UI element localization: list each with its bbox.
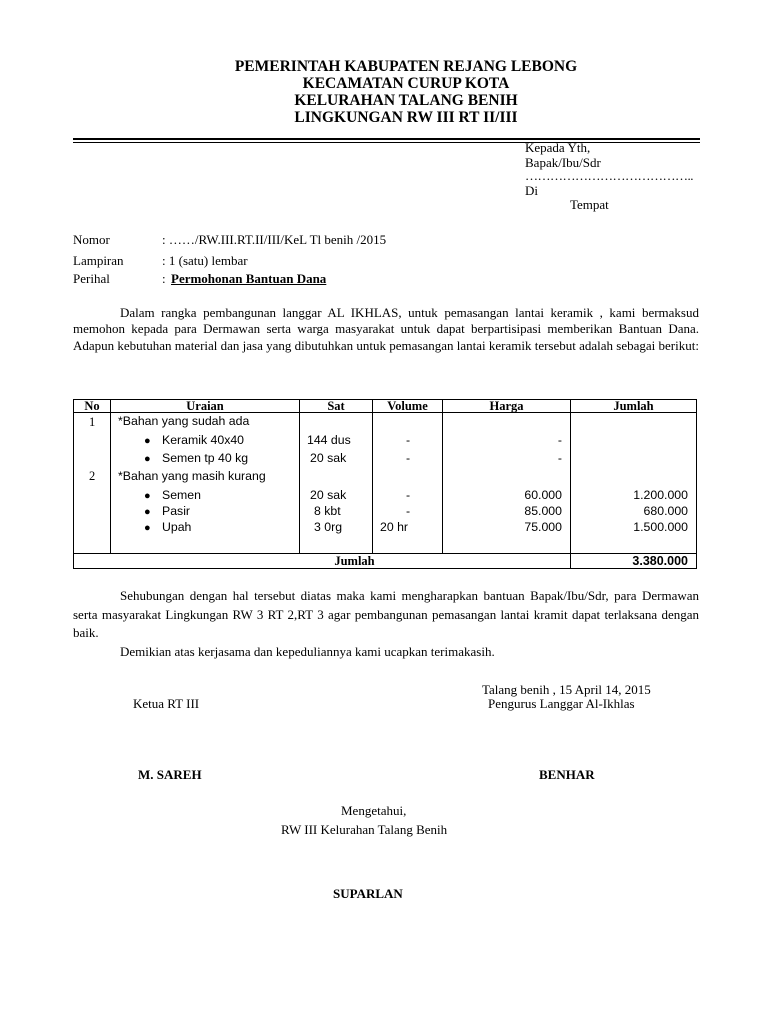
right-signer-name: BENHAR	[539, 767, 595, 782]
volume-value: 20 hr	[380, 520, 409, 534]
header-district: KECAMATAN CURUP KOTA	[302, 75, 510, 92]
col-jumlah	[571, 413, 697, 554]
volume-value: -	[406, 451, 411, 465]
header-divider-thin	[73, 142, 700, 143]
header-sat: Sat	[300, 400, 373, 413]
recipient-dots: …………………………………..	[525, 168, 693, 183]
bullet: ●	[144, 490, 151, 502]
header-village: KELURAHAN TALANG BENIH	[294, 92, 518, 109]
sat-value: 3 0rg	[314, 520, 343, 534]
group2-no: 2	[89, 469, 96, 483]
left-signer-name: M. SAREH	[138, 767, 202, 782]
bullet: ●	[144, 506, 151, 518]
total-value: 3.380.000	[571, 554, 697, 569]
volume-value: -	[406, 433, 411, 447]
closing-paragraph	[73, 587, 699, 661]
group1-no: 1	[89, 415, 96, 429]
materials-table	[73, 399, 697, 569]
header-uraian: Uraian	[111, 400, 300, 413]
group2-title: *Bahan yang masih kurang	[118, 469, 266, 483]
total-label: Jumlah	[74, 554, 571, 569]
recipient-at: Di	[525, 183, 538, 198]
bullet: ●	[144, 453, 151, 465]
header-volume: Volume	[373, 400, 443, 413]
right-signer-title: Pengurus Langgar Al-Ikhlas	[488, 696, 635, 711]
volume-value: -	[406, 488, 411, 502]
col-volume	[373, 413, 443, 554]
harga-value: 85.000	[524, 504, 562, 518]
header-divider-thick	[73, 138, 700, 140]
lampiran-value: : 1 (satu) lembar	[162, 253, 248, 268]
acknowledged-label: Mengetahui,	[341, 803, 407, 818]
sat-value: 20 sak	[310, 451, 347, 465]
left-signer-title: Ketua RT III	[133, 696, 200, 711]
col-harga	[443, 413, 571, 554]
thanks-text: Demikian atas kerjasama dan kepeduliannya kami ucapkan terimakasih.	[120, 643, 495, 659]
header-harga: Harga	[443, 400, 571, 413]
list-item: Semen tp 40 kg	[162, 451, 249, 465]
harga-value: 75.000	[524, 520, 562, 534]
harga-value: -	[557, 433, 562, 447]
closing-text: Sehubungan dengan hal tersebut diatas maka kami mengharapkan bantuan Bapak/Ibu/Sdr, para Dermawan serta masyarakat Lingkungan RW 3 RT 2,RT 3 agar pembangunan pemasangan lantai kramit dapat terlaksana dengan baik.	[73, 588, 699, 640]
bullet: ●	[144, 435, 151, 447]
header-government: PEMERINTAH KABUPATEN REJANG LEBONG	[234, 58, 578, 75]
list-item: Keramik 40x40	[162, 433, 245, 447]
acknowledged-name: SUPARLAN	[333, 886, 403, 901]
bullet: ●	[144, 522, 151, 534]
header-no: No	[74, 400, 111, 413]
col-uraian	[111, 413, 300, 554]
perihal-colon: :	[162, 271, 166, 286]
recipient-place: Tempat	[570, 197, 609, 212]
recipient-to: Kepada Yth,	[525, 140, 591, 155]
lampiran-label: Lampiran	[73, 253, 124, 268]
list-item: Pasir	[162, 504, 191, 518]
jumlah-value: 680.000	[643, 504, 688, 518]
volume-value: -	[406, 504, 411, 518]
header-jumlah: Jumlah	[571, 400, 697, 413]
table-total-row	[74, 554, 697, 569]
col-sat	[300, 413, 373, 554]
col-no	[74, 413, 111, 554]
group1-title: *Bahan yang sudah ada	[118, 414, 250, 428]
recipient-title: Bapak/Ibu/Sdr	[525, 155, 601, 170]
list-item: Upah	[162, 520, 192, 534]
jumlah-value: 1.200.000	[633, 488, 688, 502]
nomor-label: Nomor	[73, 232, 110, 247]
table-header-row	[74, 400, 697, 413]
acknowledged-title: RW III Kelurahan Talang Benih	[281, 822, 448, 837]
header-neighborhood: LINGKUNGAN RW III RT II/III	[294, 109, 518, 126]
place-date: Talang benih , 15 April 14, 2015	[482, 682, 651, 697]
table-body-row	[74, 413, 697, 554]
perihal-value: Permohonan Bantuan Dana	[171, 271, 327, 286]
harga-value: 60.000	[524, 488, 562, 502]
harga-value: -	[557, 451, 562, 465]
perihal-label: Perihal	[73, 271, 110, 286]
intro-text: Dalam rangka pembangunan langgar AL IKHLAS, untuk pemasangan lantai keramik , kami bermaksud memohon kepada para Dermawan serta warga masyarakat untuk dapat berpartisipasi memberikan Bantuan Dana. Adapun kebutuhan material dan jasa yang dibutuhkan untuk pemasangan lantai keramik tersebut adalah sebagai berikut:	[73, 305, 699, 353]
sat-value: 20 sak	[310, 488, 347, 502]
intro-paragraph	[73, 305, 699, 354]
nomor-value: : ……/RW.III.RT.II/III/KeL Tl benih /2015	[162, 232, 387, 247]
list-item: Semen	[162, 488, 201, 502]
jumlah-value: 1.500.000	[633, 520, 688, 534]
sat-value: 8 kbt	[314, 504, 341, 518]
sat-value: 144 dus	[307, 433, 351, 447]
